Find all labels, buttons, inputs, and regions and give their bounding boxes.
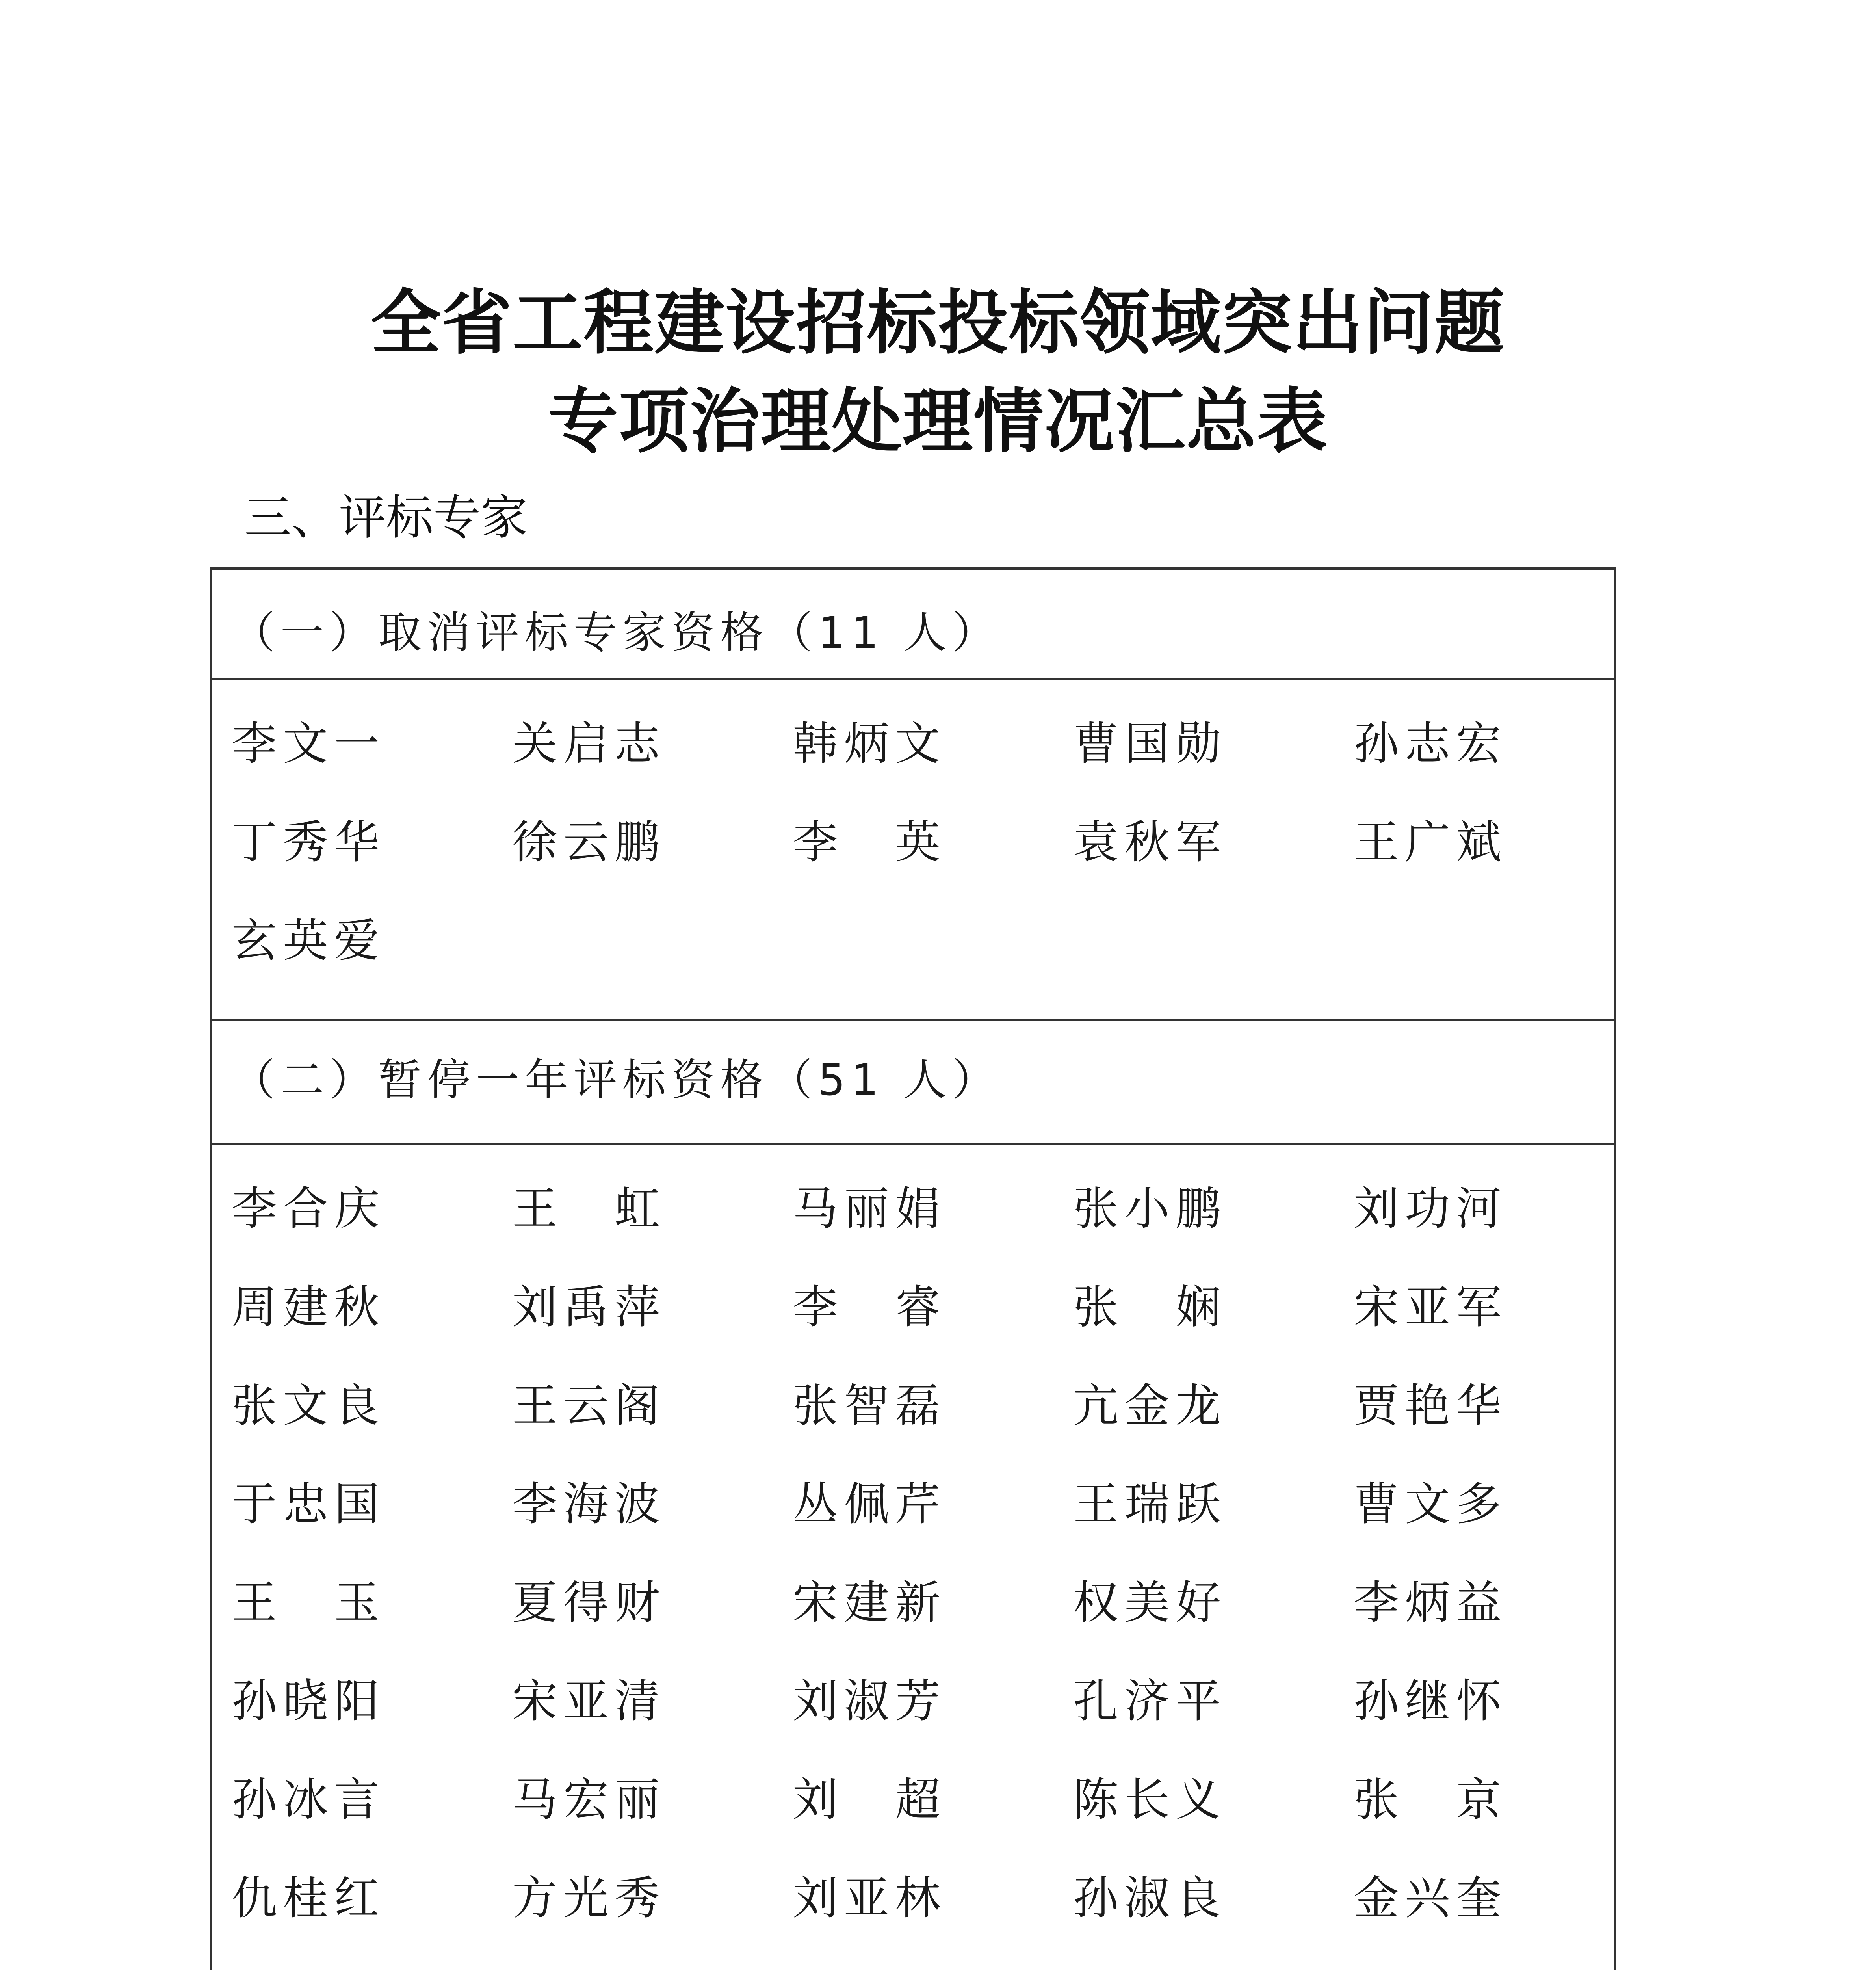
expert-name: 徐云鹏 xyxy=(512,816,660,869)
expert-name: 宋亚军 xyxy=(1354,1281,1501,1334)
expert-name: 李文一 xyxy=(232,717,379,770)
expert-name: 夏得财 xyxy=(512,1576,660,1629)
expert-name: 王 虹 xyxy=(512,1182,660,1235)
expert-name: 孔济平 xyxy=(1073,1675,1221,1728)
expert-name: 陈长义 xyxy=(1073,1773,1221,1826)
expert-name: 宋建新 xyxy=(793,1576,940,1629)
expert-name: 王云阁 xyxy=(512,1379,660,1432)
expert-name: 权美好 xyxy=(1073,1576,1221,1629)
expert-name: 仇桂红 xyxy=(232,1872,379,1925)
expert-name: 关启志 xyxy=(512,717,660,770)
expert-name: 李炳益 xyxy=(1354,1576,1501,1629)
expert-name: 玄英爱 xyxy=(232,914,379,967)
expert-name: 张 京 xyxy=(1354,1773,1501,1826)
expert-name: 宋亚清 xyxy=(512,1675,660,1728)
expert-name: 于忠国 xyxy=(232,1478,379,1531)
expert-name: 刘淑芳 xyxy=(793,1675,940,1728)
document-title-line2: 专项治理处理情况汇总表 xyxy=(548,380,1328,462)
expert-name: 丁秀华 xyxy=(232,816,379,869)
expert-name: 曹国勋 xyxy=(1073,717,1221,770)
expert-name: 刘功河 xyxy=(1354,1182,1501,1235)
expert-name: 袁秋军 xyxy=(1073,816,1221,869)
expert-name: 张小鹏 xyxy=(1073,1182,1221,1235)
expert-name: 孙晓阳 xyxy=(232,1675,379,1728)
expert-name: 周建秋 xyxy=(232,1281,379,1334)
table-divider xyxy=(212,678,1614,680)
category-heading-revoked: （一）取消评标专家资格（11 人） xyxy=(232,608,1001,658)
expert-name: 李合庆 xyxy=(232,1182,379,1235)
expert-name: 王广斌 xyxy=(1354,816,1501,869)
expert-name: 李 英 xyxy=(793,816,940,869)
expert-name: 张智磊 xyxy=(793,1379,940,1432)
table-divider xyxy=(212,1019,1614,1021)
expert-name: 贾艳华 xyxy=(1354,1379,1501,1432)
category-heading-suspended: （二）暂停一年评标资格（51 人） xyxy=(232,1055,1001,1105)
expert-name: 王瑞跃 xyxy=(1073,1478,1221,1531)
expert-name: 孙淑良 xyxy=(1073,1872,1221,1925)
expert-name: 孙志宏 xyxy=(1354,717,1501,770)
expert-name: 刘禹萍 xyxy=(512,1281,660,1334)
document-title-line1: 全省工程建设招标投标领域突出问题 xyxy=(371,281,1505,364)
expert-name: 韩炳文 xyxy=(793,717,940,770)
expert-name: 李海波 xyxy=(512,1478,660,1531)
expert-name: 曹文多 xyxy=(1354,1478,1501,1531)
expert-name: 王 玉 xyxy=(232,1576,379,1629)
expert-name: 张 娴 xyxy=(1073,1281,1221,1334)
expert-name: 刘亚林 xyxy=(793,1872,940,1925)
expert-name: 方光秀 xyxy=(512,1872,660,1925)
expert-name: 金兴奎 xyxy=(1354,1872,1501,1925)
expert-name: 丛佩芹 xyxy=(793,1478,940,1531)
section-heading: 三、评标专家 xyxy=(244,491,528,545)
expert-name: 张文良 xyxy=(232,1379,379,1432)
expert-name: 亢金龙 xyxy=(1073,1379,1221,1432)
expert-name: 李 睿 xyxy=(793,1281,940,1334)
expert-name: 刘 超 xyxy=(793,1773,940,1826)
expert-name: 孙冰言 xyxy=(232,1773,379,1826)
expert-name: 孙继怀 xyxy=(1354,1675,1501,1728)
expert-name: 马宏丽 xyxy=(512,1773,660,1826)
table-divider xyxy=(212,1143,1614,1145)
experts-table xyxy=(210,567,1616,1970)
expert-name: 马丽娟 xyxy=(793,1182,940,1235)
